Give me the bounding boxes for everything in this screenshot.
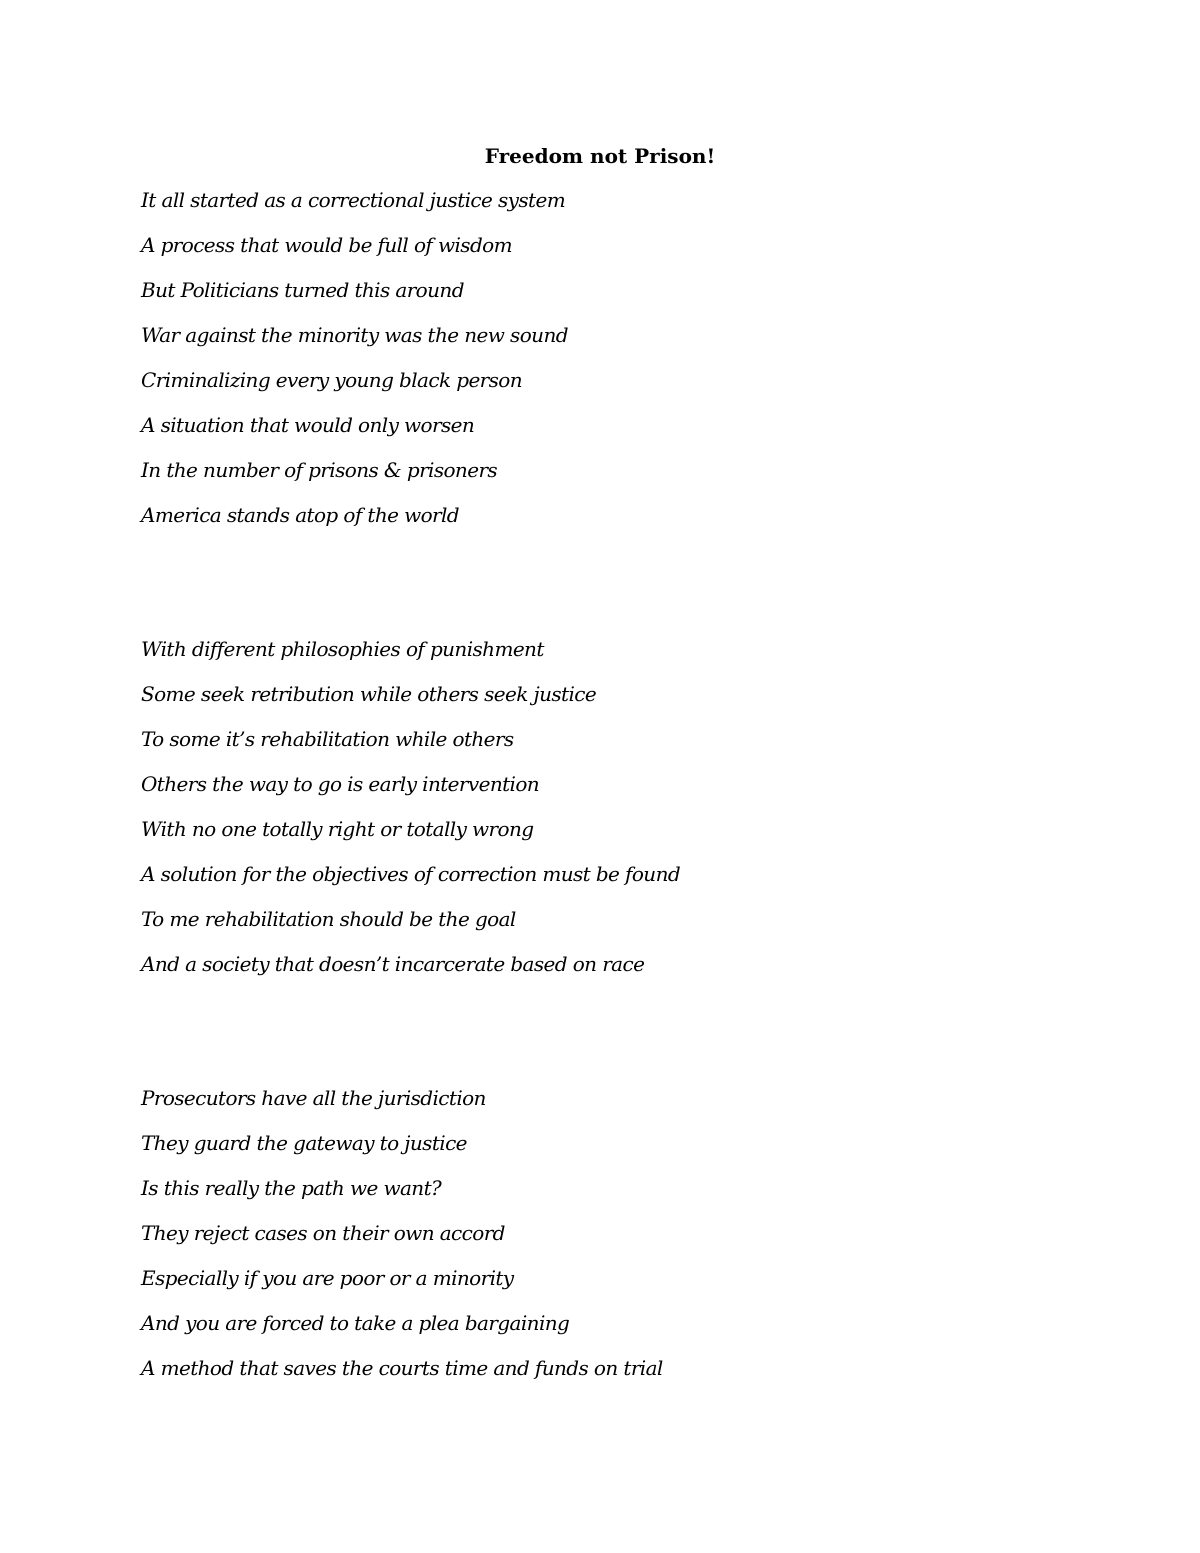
- poem-line: With different philosophies of punishment: [141, 637, 544, 661]
- poem-line: Is this really the path we want?: [141, 1176, 442, 1200]
- poem-line: Others the way to go is early intervention: [141, 772, 540, 796]
- poem-line: And you are forced to take a plea bargaining: [141, 1311, 570, 1335]
- poem-line: America stands atop of the world: [141, 503, 460, 527]
- poem-title: Freedom not Prison!: [484, 144, 716, 168]
- poem-line: In the number of prisons & prisoners: [141, 458, 498, 482]
- poem-line: Prosecutors have all the jurisdiction: [141, 1086, 486, 1110]
- poem-line: They guard the gateway to justice: [141, 1131, 467, 1155]
- poem-line: Criminalizing every young black person: [141, 368, 523, 392]
- stanza-3: [141, 1084, 663, 1399]
- poem-line: A solution for the objectives of correction must be found: [141, 862, 681, 886]
- poem-line: To some it’s rehabilitation while others: [141, 727, 514, 751]
- poem-line: Especially if you are poor or a minority: [141, 1266, 514, 1290]
- poem-line: A method that saves the courts time and funds on trial: [141, 1356, 663, 1380]
- poem-line: They reject cases on their own accord: [141, 1221, 505, 1245]
- poem-line: To me rehabilitation should be the goal: [141, 907, 516, 931]
- poem-line: With no one totally right or totally wrong: [141, 817, 534, 841]
- stanza-2: [141, 635, 680, 995]
- stanza-1: [141, 186, 568, 546]
- poem-line: A situation that would only worsen: [141, 413, 475, 437]
- poem-line: And a society that doesn’t incarcerate based on race: [141, 952, 645, 976]
- poem-line: It all started as a correctional justice system: [141, 188, 566, 212]
- poem-line: A process that would be full of wisdom: [141, 233, 512, 257]
- poem-line: Some seek retribution while others seek justice: [141, 682, 597, 706]
- poem-line: War against the minority was the new sound: [141, 323, 568, 347]
- poem-line: But Politicians turned this around: [141, 278, 464, 302]
